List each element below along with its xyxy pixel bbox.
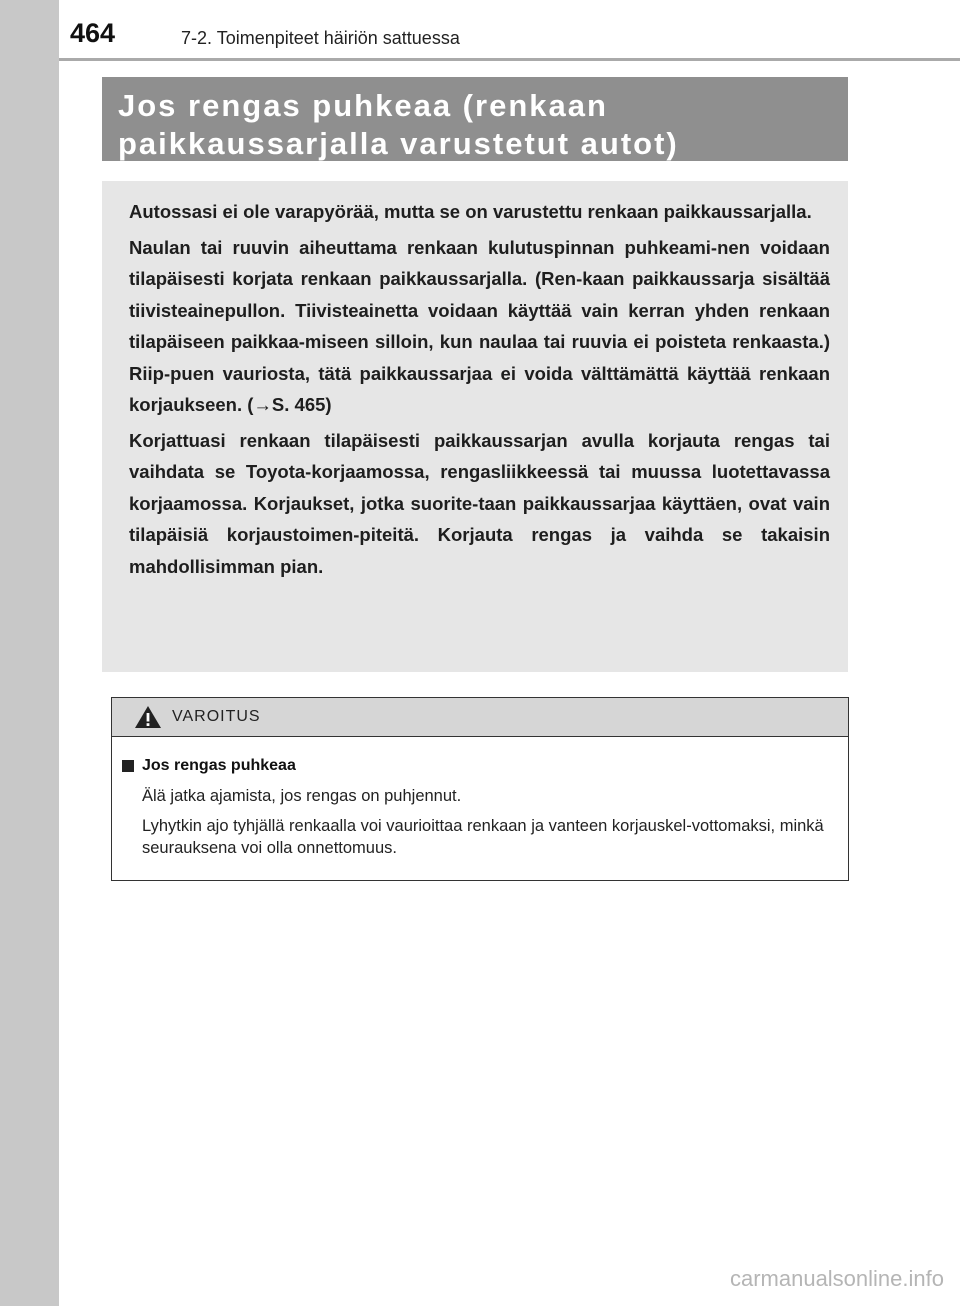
square-bullet-icon: [122, 760, 134, 772]
page-number: 464: [70, 18, 116, 48]
intro-box: [102, 181, 848, 672]
section-title-line-1: Jos rengas puhkeaa (renkaan: [118, 88, 608, 123]
chapter-title: 7-2. Toimenpiteet häiriön sattuessa: [181, 28, 460, 48]
intro-paragraph-2: Naulan tai ruuvin aiheuttama renkaan kulutuspinnan puhkeami-nen voidaan tilapäisesti korjata renkaan paikkaussarjalla. (Ren-kaan paikkaussarja sisältää tiivisteainepullon. Tiivisteainetta voidaan käyttää vain kerran yhden renkaan tilapäiseen paikkaa-miseen silloin, kun naulaa tai ruuvia ei poisteta renkaasta.) Riip-puen vauriosta, tätä paikkaussarjaa ei voida välttämättä käyttää renkaan korjaukseen. (→S. 465): [129, 236, 830, 415]
watermark: carmanualsonline.info: [729, 1266, 944, 1291]
warning-label: VAROITUS: [172, 708, 261, 725]
warning-box: [111, 697, 849, 881]
warning-text-2: Lyhytkin ajo tyhjällä renkaalla voi vaurioittaa renkaan ja vanteen korjauskel-vottomaksi, minkä seurauksena voi olla onnettomuus.: [142, 817, 824, 857]
section-title-line-2: paikkaussarjalla varustetut autot): [118, 126, 679, 161]
intro-paragraph-1: Autossasi ei ole varapyörää, mutta se on varustettu renkaan paikkaussarjalla.: [129, 201, 812, 222]
warning-text-1: Älä jatka ajamista, jos rengas on puhjennut.: [142, 787, 462, 805]
side-tab: [0, 0, 59, 1306]
warning-subheading-text: Jos rengas puhkeaa: [142, 757, 296, 774]
header-rule: [59, 58, 960, 61]
intro-paragraph-3: Korjattuasi renkaan tilapäisesti paikkaussarjan avulla korjauta rengas tai vaihdata se Toyota-korjaamossa, rengasliikkeessä tai muussa luotettavassa korjaamossa. Korjaukset, jotka suorite-taan paikkaussarjaa käyttäen, ovat vain tilapäisiä korjaustoimen-piteitä. Korjauta rengas ja vaihda se takaisin mahdollisimman pian.: [129, 429, 830, 577]
section-title-banner: [102, 77, 848, 161]
warning-subheading: [122, 755, 832, 777]
warning-body: [112, 737, 848, 859]
warning-triangle-icon: [134, 705, 162, 729]
warning-header: [112, 698, 848, 737]
